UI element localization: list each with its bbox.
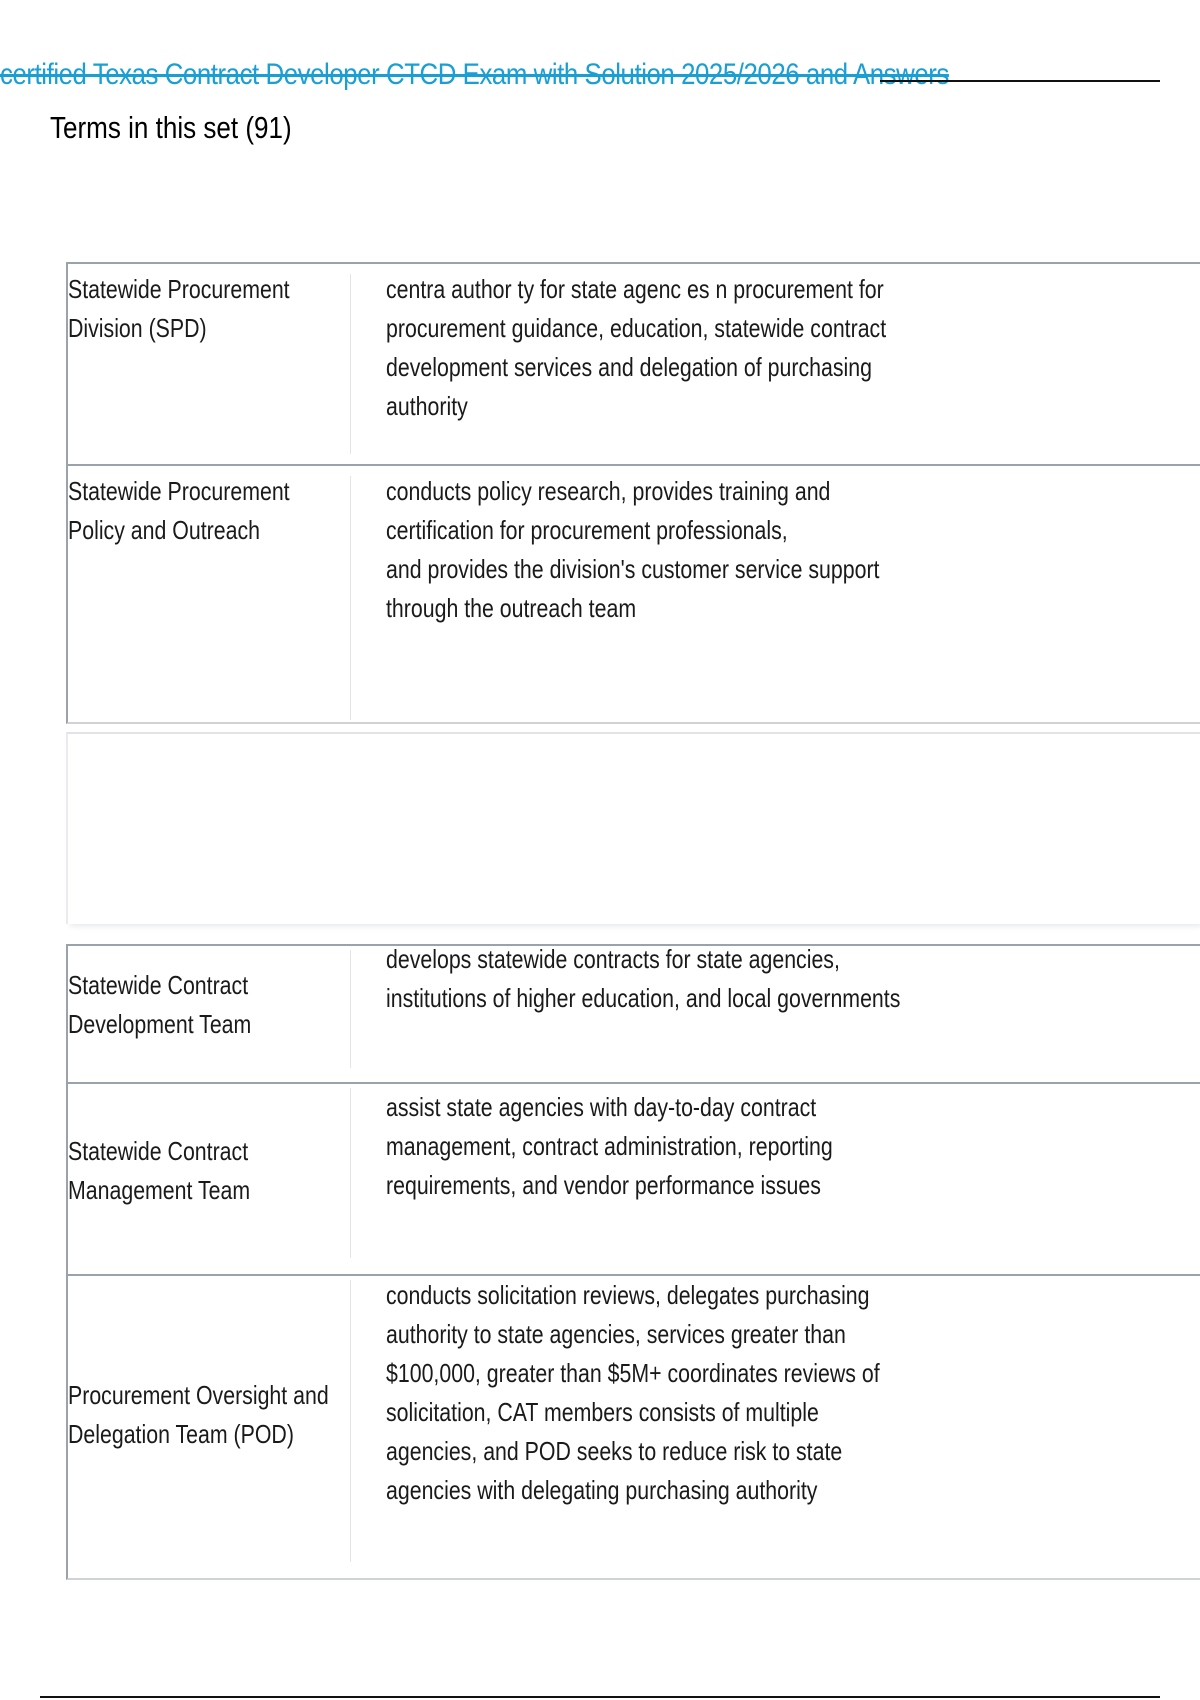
definition-text: assist state agencies with day-to-day contract management, contract administration, reporting requirements, and vendor performance issues (386, 1092, 833, 1200)
card-divider (350, 274, 351, 454)
empty-card (66, 732, 1200, 924)
definition-text: develops statewide contracts for state agencies, institutions of higher education, and local governments (386, 944, 901, 1013)
bottom-rule (40, 1696, 1160, 1698)
term-text: Statewide Procurement Division (SPD) (68, 274, 290, 343)
term-card[interactable] (66, 262, 1200, 466)
term-card[interactable] (66, 944, 1200, 1084)
term-card[interactable] (66, 1082, 1200, 1276)
term-text: Statewide Contract Management Team (68, 1136, 251, 1205)
card-divider (350, 476, 351, 720)
card-divider (350, 1280, 351, 1562)
definition-text: conducts solicitation reviews, delegates purchasing authority to state agencies, services greater than $100,000, greater than $5M+ coordinates reviews of solicitation, CAT members consists of multiple agencies, and POD seeks to reduce risk to state agencies with delegating purchasing authority (386, 1280, 880, 1505)
term-text: Statewide Contract Development Team (68, 970, 252, 1039)
definition-text: centra author ty for state agenc es n procurement for procurement guidance, education, statewide contract development services and delegation of purchasing authority (386, 274, 887, 421)
term-text: Procurement Oversight and Delegation Team (POD) (68, 1380, 329, 1449)
card-divider (350, 950, 351, 1068)
document-title: certified Texas Contract Developer CTCD Exam with Solution 2025/2026 and Answers (0, 58, 949, 91)
title-rule (880, 80, 1160, 82)
term-text: Statewide Procurement Policy and Outreach (68, 476, 290, 545)
term-card[interactable] (66, 1274, 1200, 1580)
card-divider (350, 1088, 351, 1258)
terms-set-heading: Terms in this set (91) (50, 110, 292, 145)
definition-text: conducts policy research, provides training and certification for procurement professionals, and provides the division's customer service support through the outreach team (386, 476, 880, 623)
term-card[interactable] (66, 464, 1200, 724)
